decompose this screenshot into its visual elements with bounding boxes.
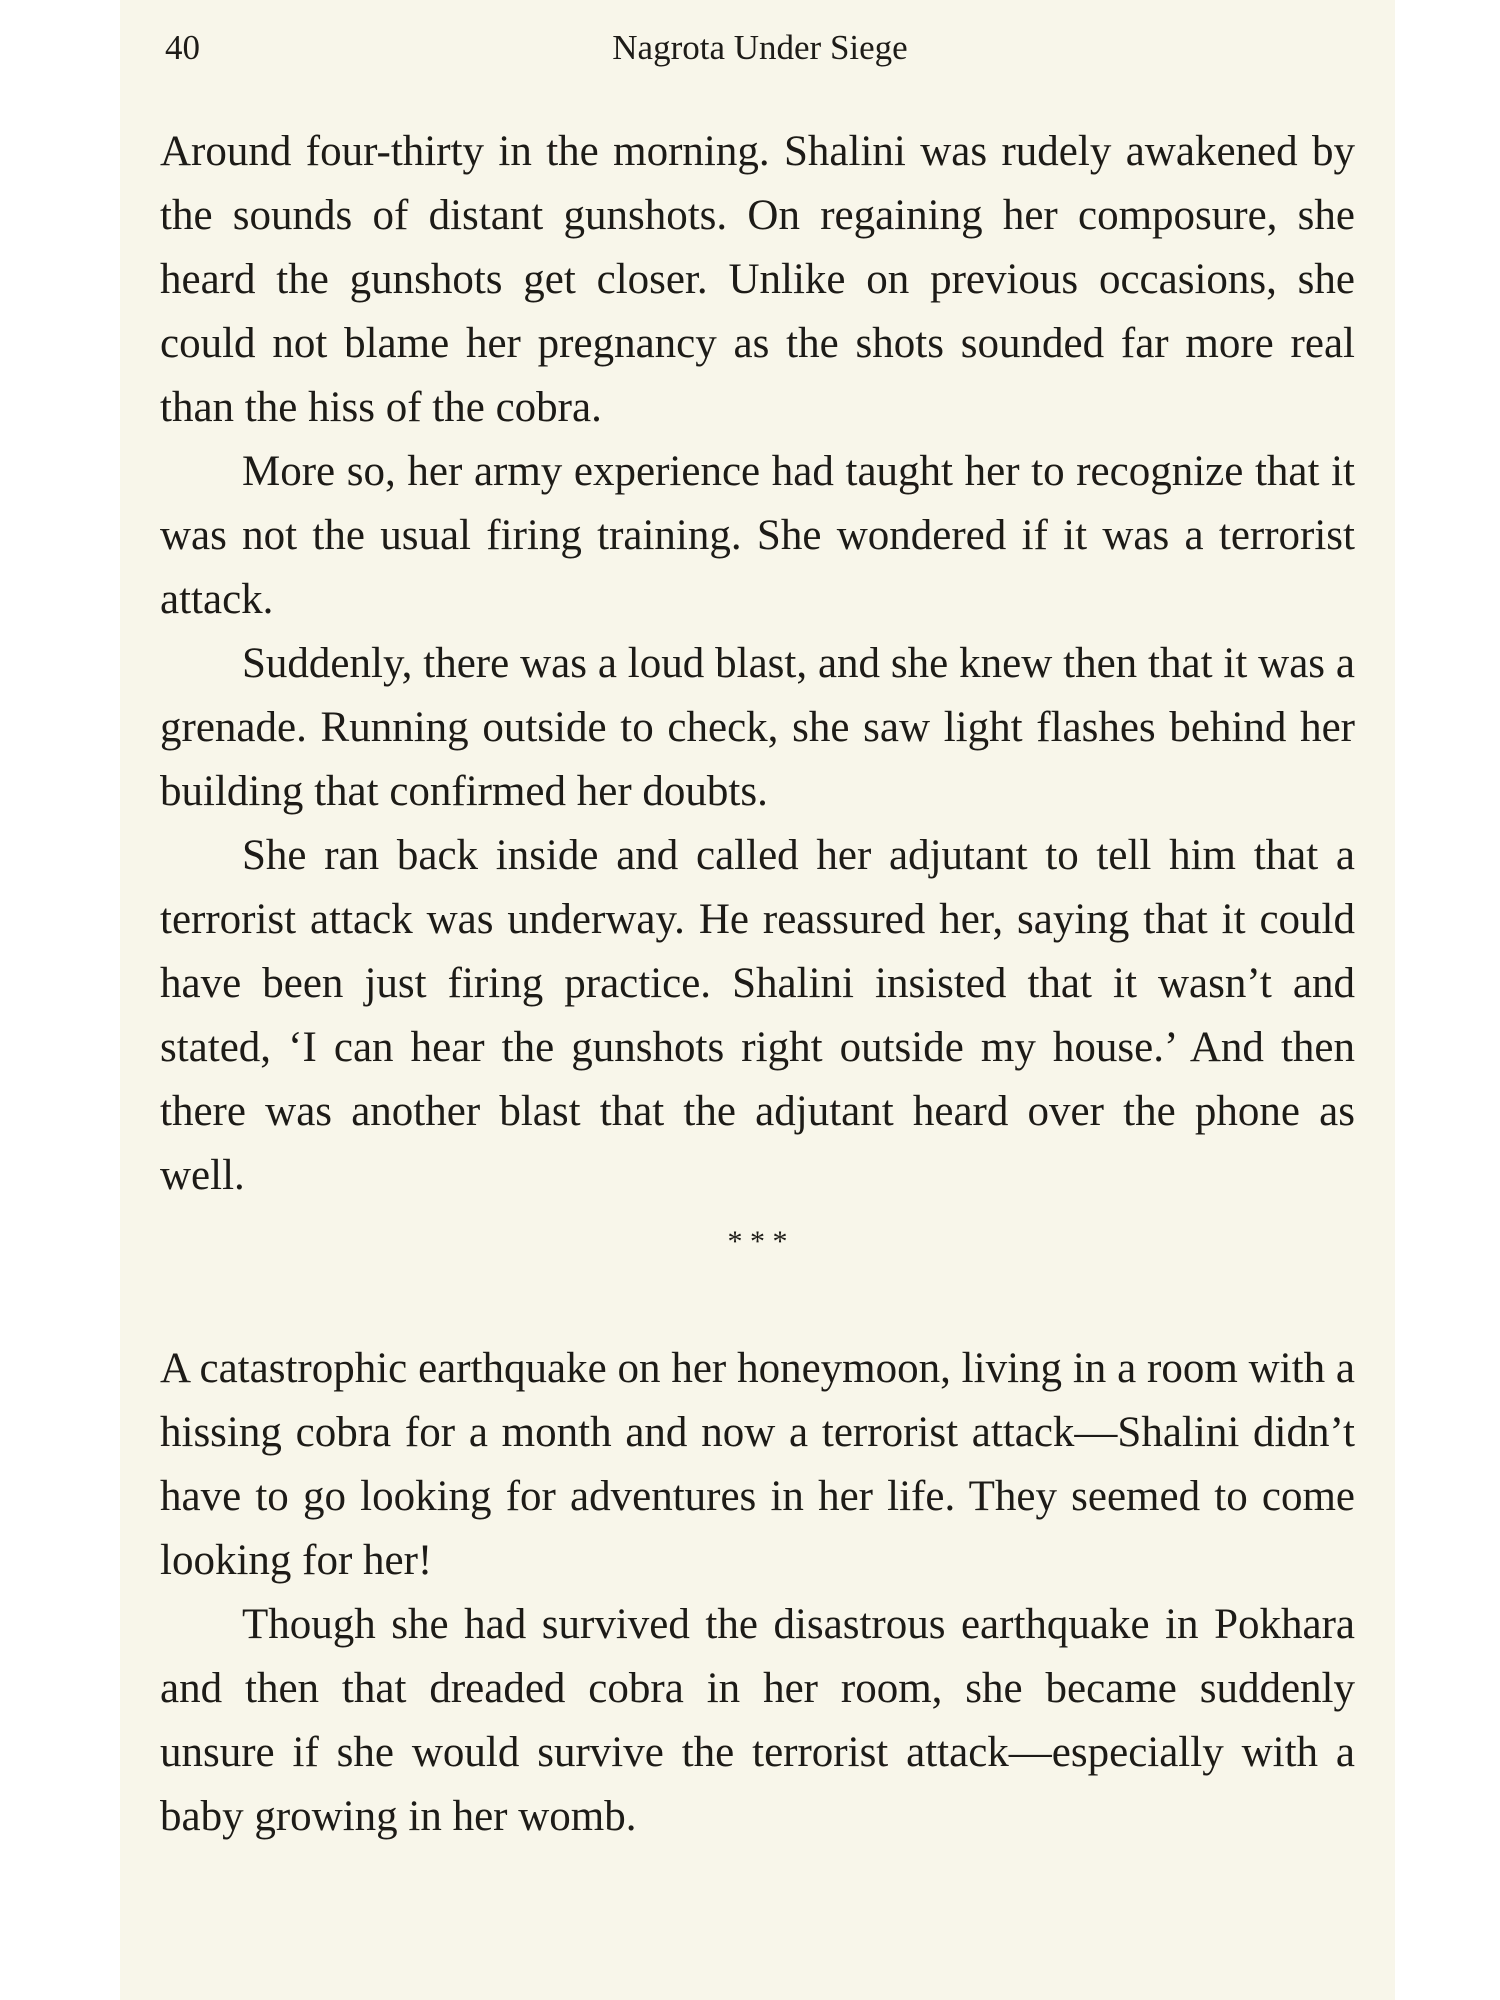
page-header	[165, 28, 1355, 72]
page-number: 40	[165, 28, 200, 67]
paragraph: Suddenly, there was a loud blast, and she knew then that it was a grenade. Running outside to check, she saw light flashes behind her building that confirmed her doubts.	[160, 640, 1355, 815]
book-page	[120, 0, 1395, 2000]
paragraph: More so, her army experience had taught her to recognize that it was not the usual firing training. She wondered if it was a terrorist attack.	[160, 448, 1355, 623]
page-body	[160, 120, 1355, 1849]
section-break: * * *	[727, 1225, 788, 1258]
paragraph: Though she had survived the disastrous earthquake in Pokhara and then that dreaded cobra in her room, she became suddenly unsure if she would survive the terrorist attack—especially with a baby growing in her womb.	[160, 1601, 1355, 1840]
running-title: Nagrota Under Siege	[612, 28, 908, 67]
paragraph: Around four-thirty in the morning. Shalini was rudely awakened by the sounds of distant gunshots. On regaining her composure, she heard the gunshots get closer. Unlike on previous occasions, she could not blame her pregnancy as the shots sounded far more real than the hiss of the cobra.	[160, 128, 1355, 431]
paragraph: She ran back inside and called her adjutant to tell him that a terrorist attack was underway. He reassured her, saying that it could have been just firing practice. Shalini insisted that it wasn’t and stated, ‘I can hear the gunshots right outside my house.’ And then there was another blast that the adjutant heard over the phone as well.	[160, 832, 1355, 1199]
paragraph: A catastrophic earthquake on her honeymoon, living in a room with a hissing cobra for a month and now a terrorist attack—Shalini didn’t have to go looking for adventures in her life. They seemed to come looking for her!	[160, 1345, 1355, 1584]
